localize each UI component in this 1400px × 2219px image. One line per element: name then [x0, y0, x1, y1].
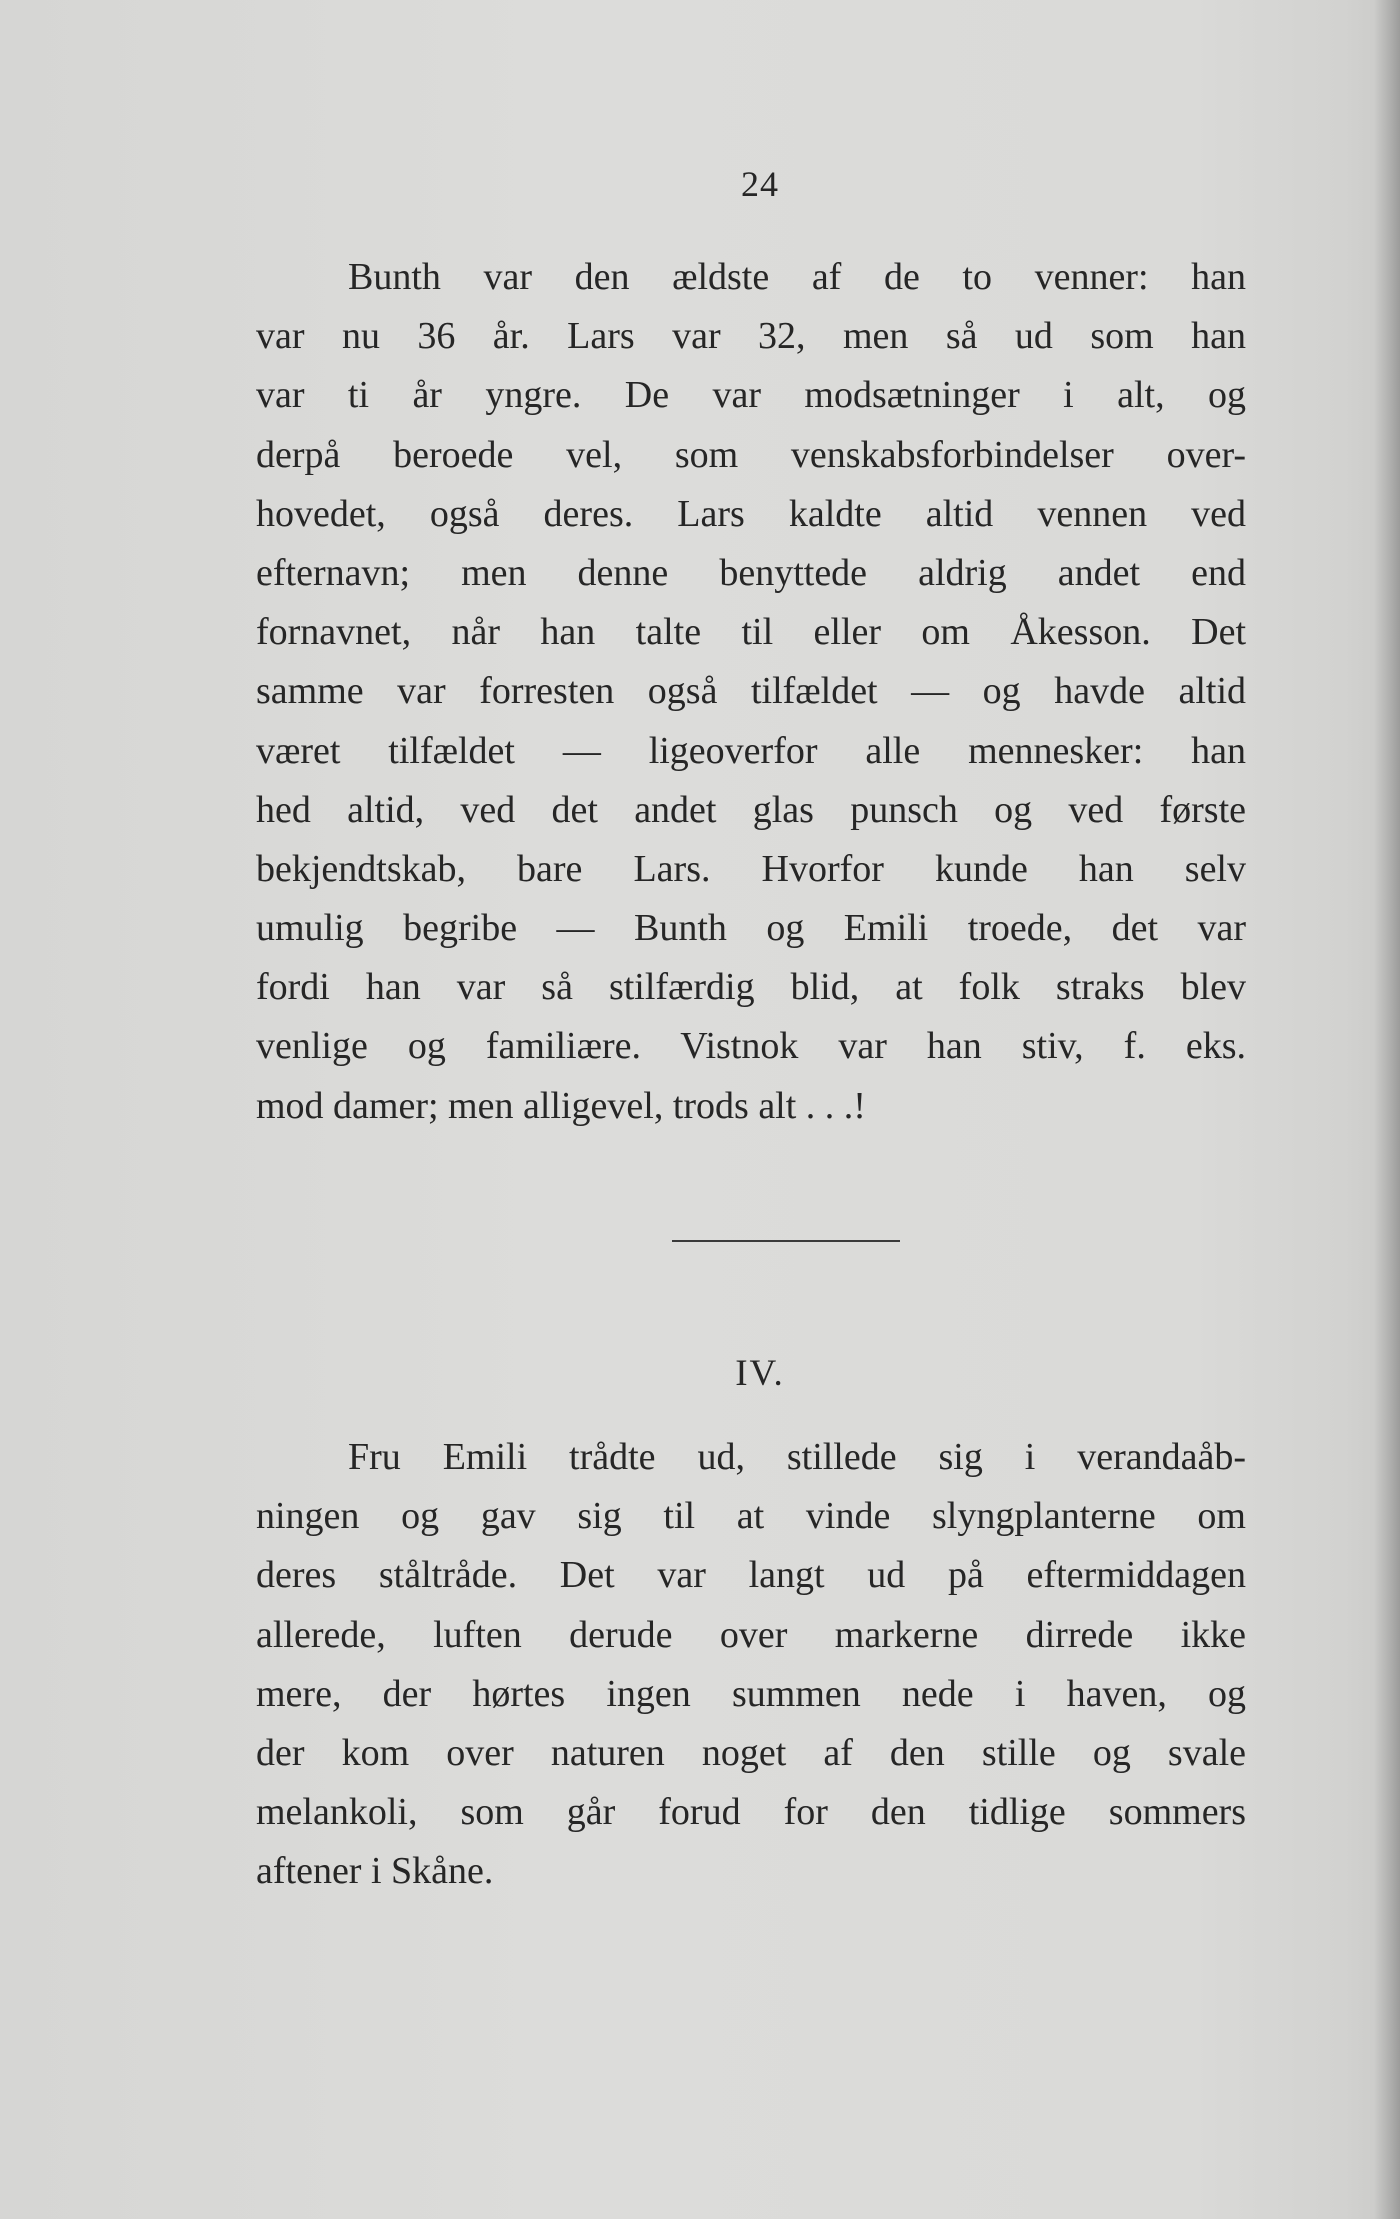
text-line: aftener i Skåne.	[256, 1850, 494, 1893]
text-line: ningen og gav sig til at vinde slyngplanterne om	[256, 1495, 1246, 1538]
paragraph-1	[256, 248, 1246, 1136]
text-line: allerede, luften derude over markerne dirrede ikke	[256, 1613, 1246, 1656]
text-line: Bunth var den ældste af de to venner: han	[348, 256, 1246, 298]
text-line: derpå beroede vel, som venskabsforbindelser over-	[256, 433, 1246, 476]
text-line: mod damer; men alligevel, trods alt . . .!	[256, 1084, 866, 1127]
text-line: melankoli, som går forud for den tidlige sommers	[256, 1791, 1246, 1834]
text-line: var ti år yngre. De var modsætninger i alt, og	[256, 374, 1246, 417]
text-line: der kom over naturen noget af den stille og svale	[256, 1731, 1246, 1774]
text-line: deres ståltråde. Det var langt ud på eftermiddagen	[256, 1554, 1246, 1597]
text-line: fornavnet, når han talte til eller om Åkesson. Det	[256, 611, 1246, 654]
text-line: været tilfældet — ligeoverfor alle mennesker: han	[256, 729, 1246, 772]
text-line: fordi han var så stilfærdig blid, at folk straks blev	[256, 966, 1246, 1009]
chapter-heading: IV.	[735, 1353, 785, 1394]
text-line: venlige og familiære. Vistnok var han stiv, f. eks.	[256, 1025, 1246, 1068]
text-line: Fru Emili trådte ud, stillede sig i verandaåb-	[348, 1436, 1246, 1478]
text-line: mere, der hørtes ingen summen nede i haven, og	[256, 1672, 1246, 1715]
section-separator	[672, 1240, 900, 1242]
text-line: umulig begribe — Bunth og Emili troede, det var	[256, 907, 1246, 950]
text-line: samme var forresten også tilfældet — og havde altid	[256, 670, 1246, 713]
page-spine-shadow	[1374, 0, 1400, 2219]
text-line: bekjendtskab, bare Lars. Hvorfor kunde han selv	[256, 847, 1246, 890]
text-line: efternavn; men denne benyttede aldrig andet end	[256, 551, 1246, 594]
text-line: hovedet, også deres. Lars kaldte altid vennen ved	[256, 492, 1246, 535]
page-number: 24	[741, 164, 779, 204]
paragraph-2	[256, 1428, 1246, 1902]
text-line: hed altid, ved det andet glas punsch og ved første	[256, 788, 1246, 831]
text-line: var nu 36 år. Lars var 32, men så ud som han	[256, 315, 1246, 358]
